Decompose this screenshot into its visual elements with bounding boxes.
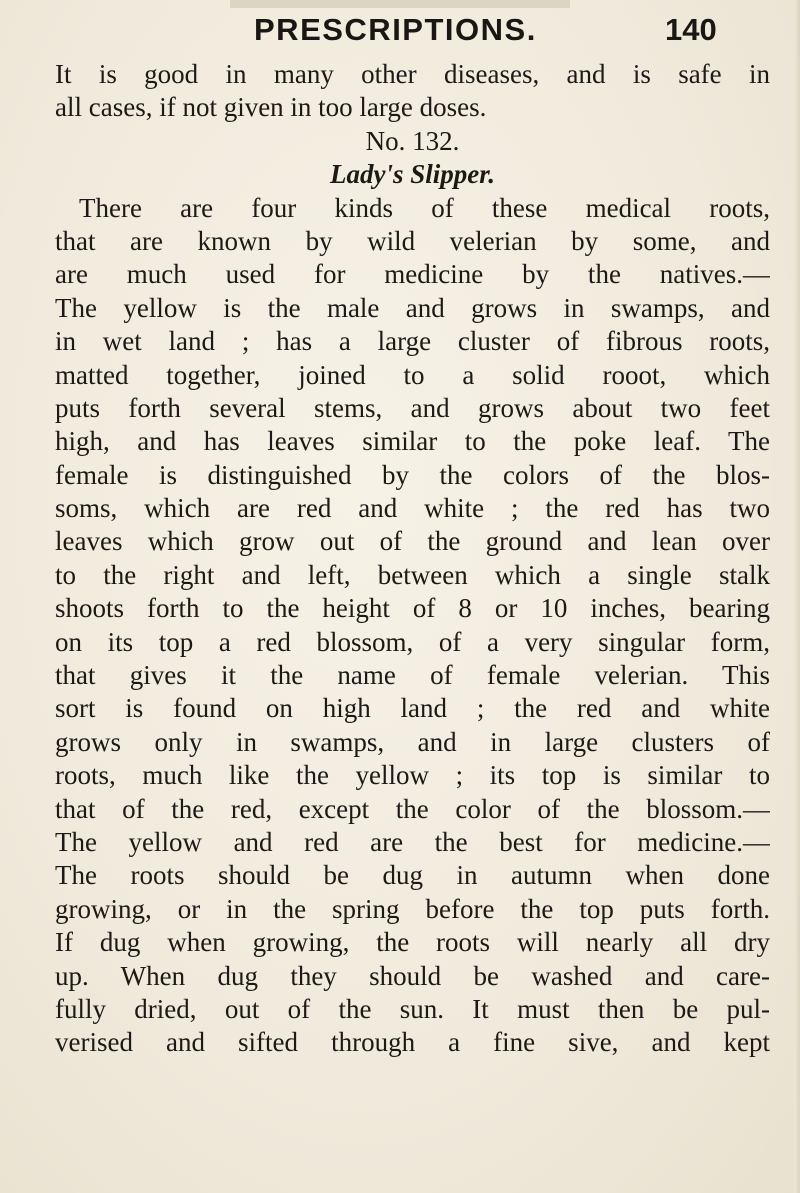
text-line: up. When dug they should be washed and care- xyxy=(55,960,770,991)
text-line: The yellow and red are the best for medicine.— xyxy=(55,826,770,857)
text-line: The roots should be dug in autumn when done xyxy=(55,860,770,891)
page-stain xyxy=(230,0,570,8)
text-line: grows only in swamps, and in large clusters of xyxy=(55,726,770,757)
text-line: The yellow is the male and grows in swamps, and xyxy=(55,292,770,323)
text-line: female is distinguished by the colors of the blos- xyxy=(55,459,770,490)
text-line: to the right and left, between which a single stalk xyxy=(55,559,770,590)
prescription-number: No. 132. xyxy=(365,125,460,156)
text-line: If dug when growing, the roots will nearly all dry xyxy=(55,927,770,958)
page-number: 140 xyxy=(665,12,717,47)
text-line: verised and sifted through a fine sive, and kept xyxy=(55,1027,770,1058)
page-edge-shadow xyxy=(794,0,800,1193)
text-line: sort is found on high land ; the red and white xyxy=(55,693,770,724)
page-header xyxy=(0,10,800,54)
text-line: all cases, if not given in too large doses. xyxy=(55,92,487,123)
text-line: soms, which are red and white ; the red has two xyxy=(55,493,770,524)
text-line: puts forth several stems, and grows about two feet xyxy=(55,392,770,423)
text-line: high, and has leaves similar to the poke leaf. The xyxy=(55,426,770,457)
text-line: are much used for medicine by the natives.— xyxy=(55,259,770,290)
text-line: growing, or in the spring before the top puts forth. xyxy=(55,893,770,924)
text-line: shoots forth to the height of 8 or 10 inches, bearing xyxy=(55,593,770,624)
body-text xyxy=(55,58,770,1060)
text-line: that are known by wild velerian by some, and xyxy=(55,225,770,256)
text-line: There are four kinds of these medical roots, xyxy=(79,192,770,223)
text-line: that gives it the name of female velerian. This xyxy=(55,660,770,691)
text-line: on its top a red blossom, of a very singular form, xyxy=(55,626,770,657)
text-line: roots, much like the yellow ; its top is similar to xyxy=(55,760,770,791)
text-line: It is good in many other diseases, and is safe in xyxy=(55,59,770,89)
prescription-title: Lady's Slipper. xyxy=(329,159,495,190)
text-line: leaves which grow out of the ground and lean over xyxy=(55,526,770,557)
running-title: PRESCRIPTIONS. xyxy=(254,12,537,47)
text-line: fully dried, out of the sun. It must then be pul- xyxy=(55,993,770,1024)
text-line: in wet land ; has a large cluster of fibrous roots, xyxy=(55,326,770,357)
text-line: matted together, joined to a solid rooot, which xyxy=(55,359,770,390)
text-line: that of the red, except the color of the blossom.— xyxy=(55,793,770,824)
